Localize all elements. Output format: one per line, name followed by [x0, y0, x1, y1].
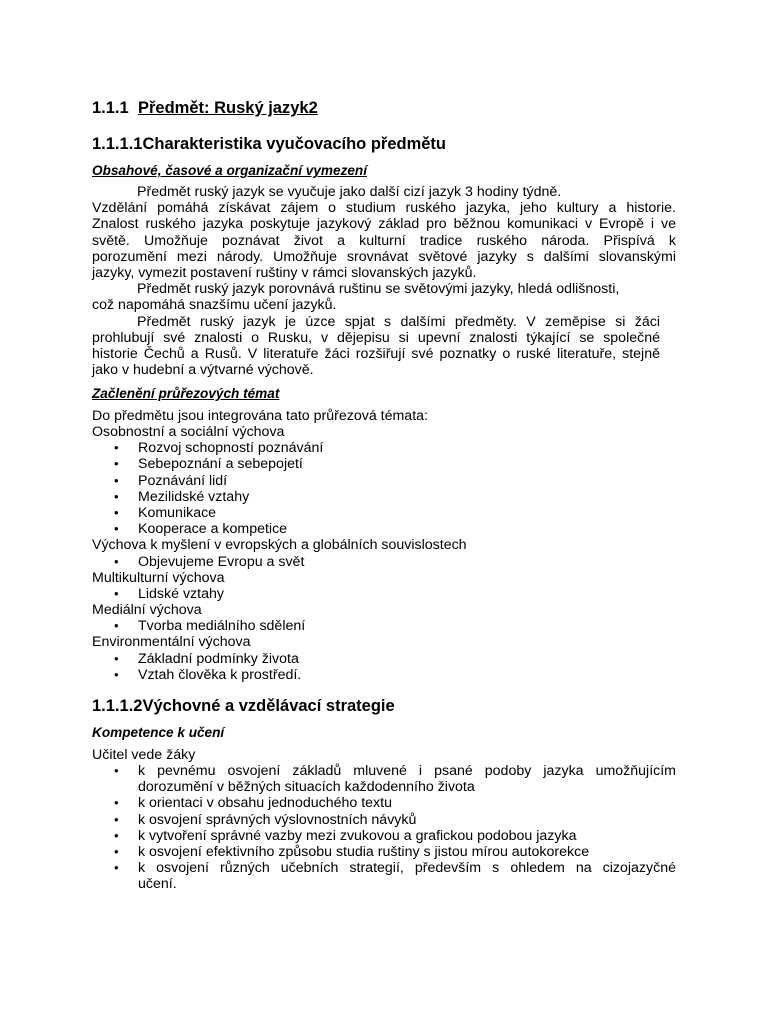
list-item-line: • k osvojení různých učebních strategií, především s ohledem na cizojazyčné: [138, 860, 676, 877]
list-item: • Kooperace a kompetice: [92, 521, 676, 537]
section1-heading: 1.1.1.1Charakteristika vyučovacího předmětu: [92, 135, 446, 153]
list-item: • Poznávání lidí: [92, 473, 676, 489]
paragraph-line: historie Čechů a Rusů. V literatuře žáci rozšiřují své poznatky o ruské literatuře, stejně: [92, 345, 660, 362]
list-item-line: dorozumění v běžných situacích každodenního života: [138, 779, 475, 796]
section2-subheading-learning: Kompetence k učení: [92, 725, 225, 740]
crosscutting-intro: Do předmětu jsou integrována tato průřezová témata:: [92, 408, 428, 424]
list-item: • Rozvoj schopností poznávání: [92, 440, 676, 456]
paragraph-line: prohlubují své znalosti o Rusku, v dějepisu si upevní znalosti týkající se společné: [92, 329, 660, 346]
list-item: [92, 763, 676, 795]
topic-category: Osobnostní a sociální výchova: [92, 424, 285, 440]
paragraph-line: jako v hudební a výtvarné výchově.: [92, 362, 314, 379]
list-item-line: učení.: [138, 876, 177, 893]
topic-category: Výchova k myšlení v evropských a globálních souvislostech: [92, 537, 467, 554]
paragraph-line: Vzdělání pomáhá získávat zájem o studium ruského jazyka, jeho kultury a historie.: [92, 200, 676, 217]
list-item: • Tvorba mediálního sdělení: [92, 618, 676, 634]
list-item: • Lidské vztahy: [92, 586, 676, 602]
paragraph-line: porozumění mezi národy. Umožňuje srovnávat světové jazyky s dalšími slovanskými: [92, 248, 676, 265]
main-heading: [92, 100, 318, 116]
list-item: • Mezilidské vztahy: [92, 489, 676, 505]
strategy-list: [92, 763, 676, 893]
list-item: • Komunikace: [92, 505, 676, 521]
topic-category: Mediální výchova: [92, 602, 202, 619]
list-item: • Objevujeme Evropu a svět: [92, 554, 676, 570]
list-item: • Vztah člověka k prostředí.: [92, 667, 676, 683]
paragraph-line: Předmět ruský jazyk se vyučuje jako další cizí jazyk 3 hodiny týdně.: [137, 184, 562, 200]
paragraph-line: světě. Umožňuje poznávat život a kulturní tradice ruského národa. Přispívá k: [92, 232, 676, 249]
list-item: • k osvojení správných výslovnostních návyků: [92, 812, 676, 828]
section1-paragraphs: [92, 184, 676, 378]
paragraph-line: jazyky, vymezit postavení ruštiny v rámci slovanských jazyků.: [92, 264, 477, 281]
crosscutting-topics: [92, 424, 676, 683]
paragraph-line: Předmět ruský jazyk je úzce spjat s dalšími předměty. V zeměpise si žáci: [137, 313, 660, 330]
section2-heading: 1.1.1.2Výchovné a vzdělávací strategie: [92, 697, 395, 715]
section1-subheading-scope: Obsahové, časové a organizační vymezení: [92, 163, 368, 178]
list-item: • k orientaci v obsahu jednoduchého textu: [92, 795, 676, 811]
paragraph-line: což napomáhá snazšímu učení jazyků.: [92, 297, 337, 314]
topic-category: Multikulturní výchova: [92, 569, 225, 586]
heading-number: 1.1.1: [92, 99, 129, 117]
paragraph-line: Znalost ruského jazyka poskytuje jazykový základ pro běžnou komunikaci v Evropě i ve: [92, 216, 676, 233]
topic-category: Environmentální výchova: [92, 634, 251, 651]
list-item: • k vytvoření správné vazby mezi zvukovou a grafickou podobou jazyka: [92, 828, 676, 844]
list-item: • Základní podmínky života: [92, 651, 676, 667]
list-item-line: • k pevnému osvojení základů mluvené i psané podoby jazyka umožňujícím: [138, 763, 676, 779]
list-item: [92, 860, 676, 892]
paragraph-line: Předmět ruský jazyk porovnává ruštinu se světovými jazyky, hledá odlišnosti,: [137, 281, 620, 298]
list-item: • k osvojení efektivního způsobu studia ruštiny s jistou mírou autokorekce: [92, 844, 676, 860]
strategy-intro: Učitel vede žáky: [92, 747, 196, 763]
section1-subheading-crosscutting: Začlenění průřezových témat: [92, 386, 280, 401]
list-item: • Sebepoznání a sebepojetí: [92, 456, 676, 472]
heading-title: Předmět: Ruský jazyk2: [138, 99, 318, 117]
